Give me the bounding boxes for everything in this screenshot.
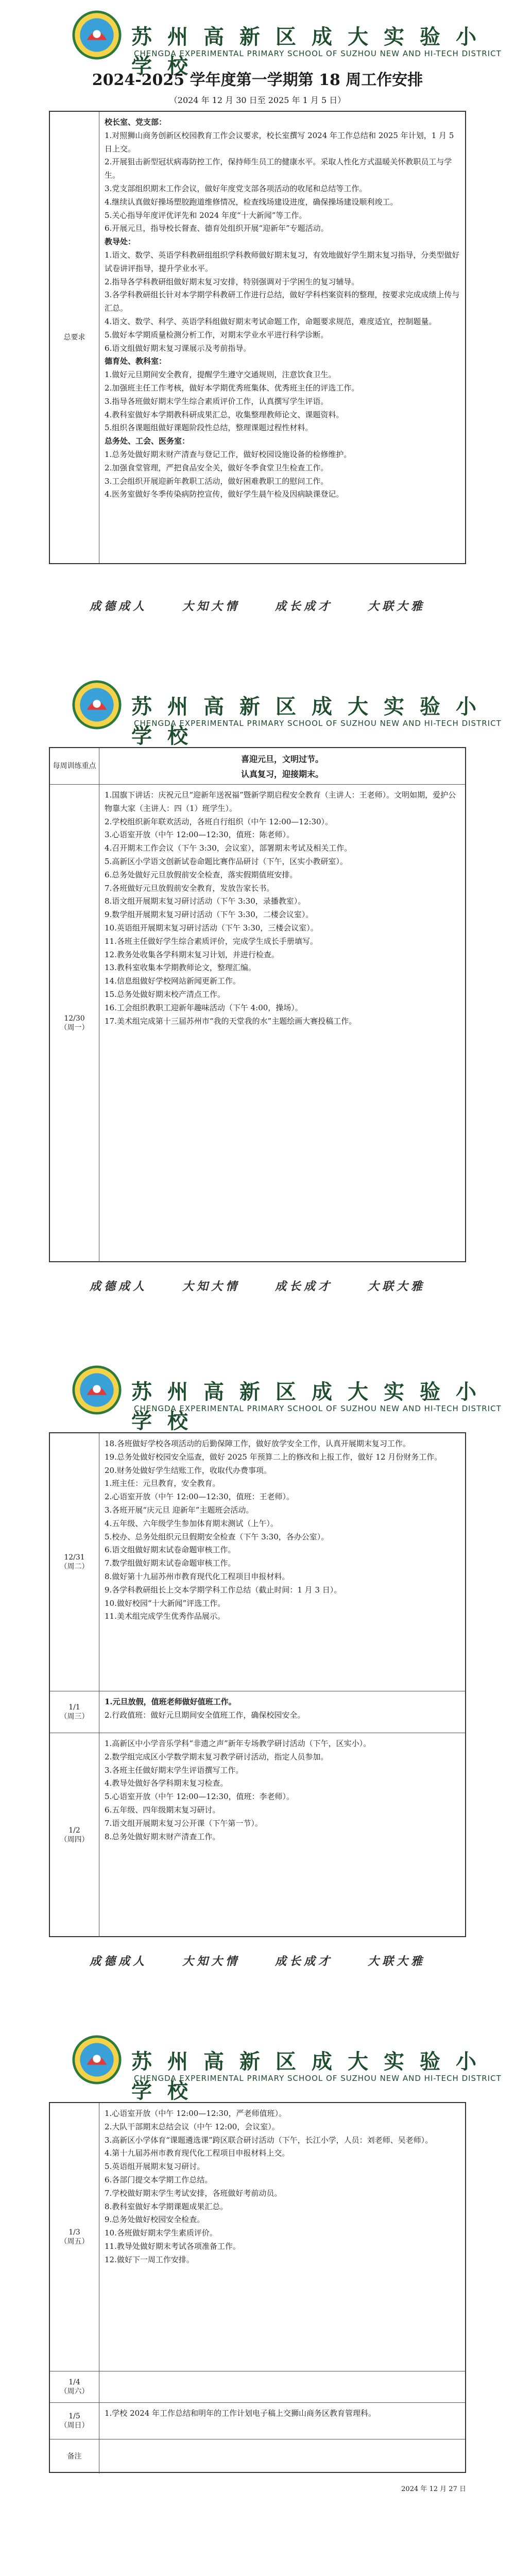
schedule-item: 校长室、党支部： xyxy=(105,117,167,127)
schedule-item: 3.各班开展“庆元旦 迎新年”主题班会活动。 xyxy=(105,1505,254,1515)
day-label: 1/5 （周日） xyxy=(50,2403,99,2439)
notes-row xyxy=(50,2439,465,2473)
school-logo-icon xyxy=(72,10,122,60)
week-motto-label: 每周训练重点 xyxy=(50,748,99,784)
schedule-item: 2.加强班主任工作考核，做好本学期优秀班集体、优秀班主任的评选工作。 xyxy=(105,383,359,393)
footer-motto: 成德成人 大知大情 成长成才 大联大雅 xyxy=(89,1955,426,1968)
school-header xyxy=(0,0,515,77)
schedule-item: 10.各班做好期末学生素质评价。 xyxy=(105,2228,217,2238)
day-row-1230 xyxy=(50,785,465,1262)
schedule-item: 5.英语组开展期末复习研讨。 xyxy=(105,2162,205,2172)
schedule-item: 8.总务处做好期末财产清查工作。 xyxy=(105,1832,220,1841)
schedule-item: 1.心语室开放（中午 12:00—12:30，严老师值班）。 xyxy=(105,2109,287,2118)
schedule-item: 2.指导各学科教研组做好期末复习安排，特别强调对于学困生的复习辅导。 xyxy=(105,277,359,286)
schedule-item: 1.学校 2024 年工作总结和明年的工作计划电子稿上交狮山商务区教育管理科。 xyxy=(105,2409,376,2418)
page-3 xyxy=(0,1355,515,1989)
schedule-item: 总务处、工会、医务室： xyxy=(105,436,190,446)
schedule-item: 6.总务处做好元旦放假前安全检查，落实假期值班安排。 xyxy=(105,870,298,879)
notes-content xyxy=(99,2439,465,2473)
schedule-item: 17.美术组完成第十三届苏州市“我的天堂我的水”主题绘画大赛投稿工作。 xyxy=(105,1016,357,1026)
schedule-item: 8.语文组开展期末复习研讨活动（下午 3:30，录播教室）。 xyxy=(105,896,306,906)
schedule-item: 7.各班做好元旦放假前安全教育，发放告家长书。 xyxy=(105,883,274,893)
schedule-item: 4.五年级、六年级学生参加体育期末测试（上午）。 xyxy=(105,1518,278,1528)
day-row-0101 xyxy=(50,1691,465,1733)
schedule-item: 教导处： xyxy=(105,237,136,247)
schedule-item: 4.教导处做好各学科期末复习检查。 xyxy=(105,1778,228,1788)
schedule-item: 2.学校组织新年联欢活动，各班自行组织（中午 12:00—12:30）。 xyxy=(105,817,333,826)
schedule-item: 2.大队干部期末总结会议（中午 12:00，会议室）。 xyxy=(105,2122,280,2131)
schedule-item: 6.各部门提交本学期工作总结。 xyxy=(105,2175,213,2184)
day-label: 12/31 （周二） xyxy=(50,1433,99,1691)
schedule-item: 3.各学科教研组长针对本学期学科教研工作进行总结，做好学科档案资料的整理，按要求完成成绩上传与汇总。 xyxy=(105,290,460,313)
school-name-en: CHENGDA EXPERIMENTAL PRIMARY SCHOOL OF SUZHOU NEW AND HI-TECH DISTRICT xyxy=(134,1404,502,1413)
page-4 xyxy=(0,2025,515,2576)
schedule-item: 10.做好校园“十大新闻”评选工作。 xyxy=(105,1598,226,1608)
notes-label: 备注 xyxy=(50,2439,99,2473)
schedule-item: 5.高新区小学语文创新试卷命题比赛作品研讨（下午，区实小教研室）。 xyxy=(105,856,348,866)
schedule-item: 1.总务处做好期末财产清查与登记工作，做好校园设施设备的检修维护。 xyxy=(105,449,352,459)
school-name: 苏州高新区成大实验小学校 xyxy=(131,1380,492,1433)
day-label: 12/30 （周一） xyxy=(50,785,99,1262)
schedule-item: 6.语文组做好期末复习课展示及考前指导。 xyxy=(105,343,251,353)
general-content xyxy=(99,112,465,563)
schedule-table-part-3 xyxy=(49,1432,466,1937)
schedule-item: 11.各班主任做好学生综合素质评价，完成学生成长手册填写。 xyxy=(105,936,318,946)
day-row-0105 xyxy=(50,2403,465,2439)
week-motto-content: 喜迎元旦，文明过节。 认真复习，迎接期末。 xyxy=(241,754,323,779)
date-range: （2024 年 12 月 30 日至 2025 年 1 月 5 日） xyxy=(169,95,346,105)
schedule-item: 11.美术组完成学生优秀作品展示。 xyxy=(105,1612,225,1621)
schedule-item: 5.组织各课题组做好课题阶段性总结，整理课题过程性材料。 xyxy=(105,423,313,433)
schedule-item: 8.做好第十九届苏州市教育现代化工程项目申报材料。 xyxy=(105,1571,290,1581)
day-row-1231 xyxy=(50,1433,465,1691)
schedule-item: 4.语文、数学、科学、英语学科组做好期末考试命题工作，命题要求规范，难度适宜，控制题量。 xyxy=(105,316,437,326)
schedule-item: 4.教科室做好本学期教科研成果汇总，收集整理教师论文、课题资料。 xyxy=(105,410,344,419)
page-2 xyxy=(0,670,515,1314)
schedule-item: 3.党支部组织期末工作会议，做好年度党支部各项活动的收尾和总结等工作。 xyxy=(105,183,367,193)
schedule-table-part-4 xyxy=(49,2102,466,2473)
school-header xyxy=(0,2025,515,2102)
schedule-item: 3.高新区小学体育“课题遴选课”跨区联合研讨活动（下午，长江小学，人员：刘老师、吴老师）。 xyxy=(105,2135,433,2145)
schedule-item: 德育处、教科室： xyxy=(105,357,167,366)
day-label: 1/3 （周五） xyxy=(50,2103,99,2371)
schedule-item: 8.教科室做好本学期课题成果汇总。 xyxy=(105,2201,228,2211)
document-title: 2024-2025 学年度第一学期第 18 周工作安排 xyxy=(92,71,423,89)
day-label: 1/4 （周六） xyxy=(50,2371,99,2402)
schedule-item: 4.召开期末工作会议（下午 3:30，会议室），部署期末考试及相关工作。 xyxy=(105,843,352,853)
schedule-item: 5.关心指导年度评优评先和 2024 年度“十大新闻”等工作。 xyxy=(105,210,307,220)
schedule-item: 2.数学组完成区小学数学期末复习教学研讨活动，指定人员参加。 xyxy=(105,1752,329,1761)
general-label: 总要求 xyxy=(50,112,99,563)
footer-motto: 成德成人 大知大情 成长成才 大联大雅 xyxy=(89,1280,426,1293)
schedule-item: 11.教导处做好期末考试各项准备工作。 xyxy=(105,2241,241,2251)
schedule-table-part-2 xyxy=(49,747,466,1262)
day-content xyxy=(99,2403,465,2439)
schedule-item: 2.开展狙击新型冠状病毒防控工作，保持师生员工的健康水平。采取人性化方式温暖关怀教职员工与学生。 xyxy=(105,157,452,180)
footer-motto: 成德成人 大知大情 成长成才 大联大雅 xyxy=(89,600,426,613)
schedule-item: 9.数学组开展期末复习研讨活动（下午 3:30，二楼会议室）。 xyxy=(105,910,314,920)
schedule-item: 9.总务处做好校园安全检查。 xyxy=(105,2215,205,2225)
schedule-item: 4.第十九届苏州市教育现代化工程项目申报材料上交。 xyxy=(105,2148,290,2158)
schedule-item: 16.工会组织教职工迎新年趣味活动（下午 4:00，操场）。 xyxy=(105,1003,303,1012)
schedule-item: 18.各班做好学校各项活动的后勤保障工作，做好放学安全工作，认真开展期末复习工作。 xyxy=(105,1439,410,1448)
schedule-item: 1.对照狮山商务创新区校园教育工作会议要求，校长室撰写 2024 年工作总结和 2025 年计划，1 月 5 日上交。 xyxy=(105,130,454,154)
day-row-0103 xyxy=(50,2103,465,2371)
schedule-item: 13.教科室收集本学期教师论文，整理汇编。 xyxy=(105,963,256,973)
signature-date: 2024 年 12 月 27 日 xyxy=(401,2485,466,2493)
schedule-item: 3.各班主任做好期末学生评语撰写工作。 xyxy=(105,1765,244,1775)
school-header xyxy=(0,1355,515,1432)
schedule-item: 1.做好元旦期间安全教育，提醒学生遵守交通规则，注意饮食卫生。 xyxy=(105,370,336,380)
schedule-item: 7.学校做好期末学生考试安排，各班做好考前动员。 xyxy=(105,2188,282,2198)
schedule-item: 1.班主任：元旦教育，安全教育。 xyxy=(105,1479,220,1488)
day-row-0104 xyxy=(50,2371,465,2403)
schedule-item: 3.工会组织开展迎新年教职工活动，做好困难教职工的慰问工作。 xyxy=(105,476,329,486)
schedule-item: 10.英语组开展期末复习研讨活动（下午 3:30，三楼会议室）。 xyxy=(105,923,318,933)
day-row-0102 xyxy=(50,1733,465,1937)
schedule-item: 3.指导各班做好期末学生综合素质评价工作，认真撰写学生评语。 xyxy=(105,396,329,406)
schedule-item: 19.总务处做好校园安全巡查，做好 2025 年预算二上的修改和上报工作，做好 12 月份财务工作。 xyxy=(105,1452,442,1462)
schedule-item: 15.总务处做好期末校产清点工作。 xyxy=(105,989,225,999)
school-logo-icon xyxy=(72,1365,122,1415)
schedule-item: 2.行政值班：做好元旦期间安全值班工作，确保校园安全。 xyxy=(105,1710,305,1720)
schedule-item: 20.财务处做好学生结账工作，收取代办费事项。 xyxy=(105,1465,271,1475)
schedule-item: 6.语文组做好期末试卷命题审核工作。 xyxy=(105,1545,236,1555)
general-row xyxy=(50,112,465,563)
school-logo-icon xyxy=(72,680,122,730)
schedule-item: 1.国旗下讲话：庆祝元旦“迎新年送祝福”暨新学期启程安全教育（主讲人：王老师）。文明如期，爱护公物靠大家（主讲人：四（1）班学生）。 xyxy=(105,790,456,813)
school-logo-icon xyxy=(72,2035,122,2084)
schedule-item: 6.五年级、四年级期末复习研讨。 xyxy=(105,1805,220,1815)
schedule-item: 7.数学组做好期末试卷命题审核工作。 xyxy=(105,1558,236,1568)
schedule-item: 4.医务室做好冬季传染病防控宣传，做好学生晨午检及因病缺课登记。 xyxy=(105,489,344,499)
schedule-item: 5.做好本学期质量检测分析工作，对期末学业水平进行科学诊断。 xyxy=(105,330,329,340)
schedule-item: 1.语文、数学、英语学科教研组组织学科教师做好期末复习，有效地做好学生期末复习指导，分类型做好试卷讲评指导，提升学业水平。 xyxy=(105,250,460,273)
day-content xyxy=(99,1733,465,1937)
schedule-item: 5.校办、总务处组织元旦假期安全检查（下午 3:30，各办公室）。 xyxy=(105,1532,329,1541)
week-motto-row xyxy=(50,748,465,785)
schedule-item: 2.加强食堂管理，严把食品安全关，做好冬季食堂卫生检查工作。 xyxy=(105,463,329,472)
schedule-item: 12.做好下一周工作安排。 xyxy=(105,2255,194,2264)
schedule-item: 3.心语室开放（中午 12:00—12:30，值班：陈老师）。 xyxy=(105,830,295,840)
schedule-item: 4.继续认真做好操场塑胶跑道维修情况，检查线场建设进度，确保操场建设顺利竣工。 xyxy=(105,197,398,207)
schedule-table-part-1 xyxy=(49,111,466,564)
day-content xyxy=(99,785,465,1262)
school-header xyxy=(0,670,515,747)
day-content xyxy=(99,2103,465,2371)
schedule-item: 12.教务处收集各学科期末复习计划，并进行检查。 xyxy=(105,950,279,959)
day-content xyxy=(99,1433,465,1691)
school-name: 苏州高新区成大实验小学校 xyxy=(131,25,492,78)
school-name-en: CHENGDA EXPERIMENTAL PRIMARY SCHOOL OF SUZHOU NEW AND HI-TECH DISTRICT xyxy=(134,49,502,58)
day-label: 1/1 （周三） xyxy=(50,1691,99,1733)
schedule-item: 6.开展元旦，指导校长督查、德育处组织开展“迎新年”专题活动。 xyxy=(105,224,329,233)
schedule-item: 5.心语室开放（中午 12:00—12:30，值班：李老师）。 xyxy=(105,1792,295,1802)
schedule-item: 9.各学科教研组长上交本学期学科工作总结（截止时间：1 月 3 日）。 xyxy=(105,1585,342,1595)
schedule-item: 1.元旦放假，值班老师做好值班工作。 xyxy=(105,1697,236,1706)
schedule-item: 14.信息组做好学校网站新闻更新工作。 xyxy=(105,976,241,986)
schedule-item: 2.心语室开放（中午 12:00—12:30，值班：王老师）。 xyxy=(105,1492,295,1502)
school-name-en: CHENGDA EXPERIMENTAL PRIMARY SCHOOL OF SUZHOU NEW AND HI-TECH DISTRICT xyxy=(134,2074,502,2083)
day-content xyxy=(99,2371,465,2402)
schedule-item: 7.语文组开展期末复习公开课（下午第一节）。 xyxy=(105,1818,263,1828)
school-name: 苏州高新区成大实验小学校 xyxy=(131,694,492,748)
day-content xyxy=(99,1691,465,1733)
school-name: 苏州高新区成大实验小学校 xyxy=(131,2049,492,2103)
school-name-en: CHENGDA EXPERIMENTAL PRIMARY SCHOOL OF SUZHOU NEW AND HI-TECH DISTRICT xyxy=(134,719,502,728)
page-1 xyxy=(0,0,515,644)
day-label: 1/2 （周四） xyxy=(50,1733,99,1937)
schedule-item: 1.高新区中小学音乐学科“非遗之声”新年专场教学研讨活动（下午，区实小）。 xyxy=(105,1739,371,1748)
